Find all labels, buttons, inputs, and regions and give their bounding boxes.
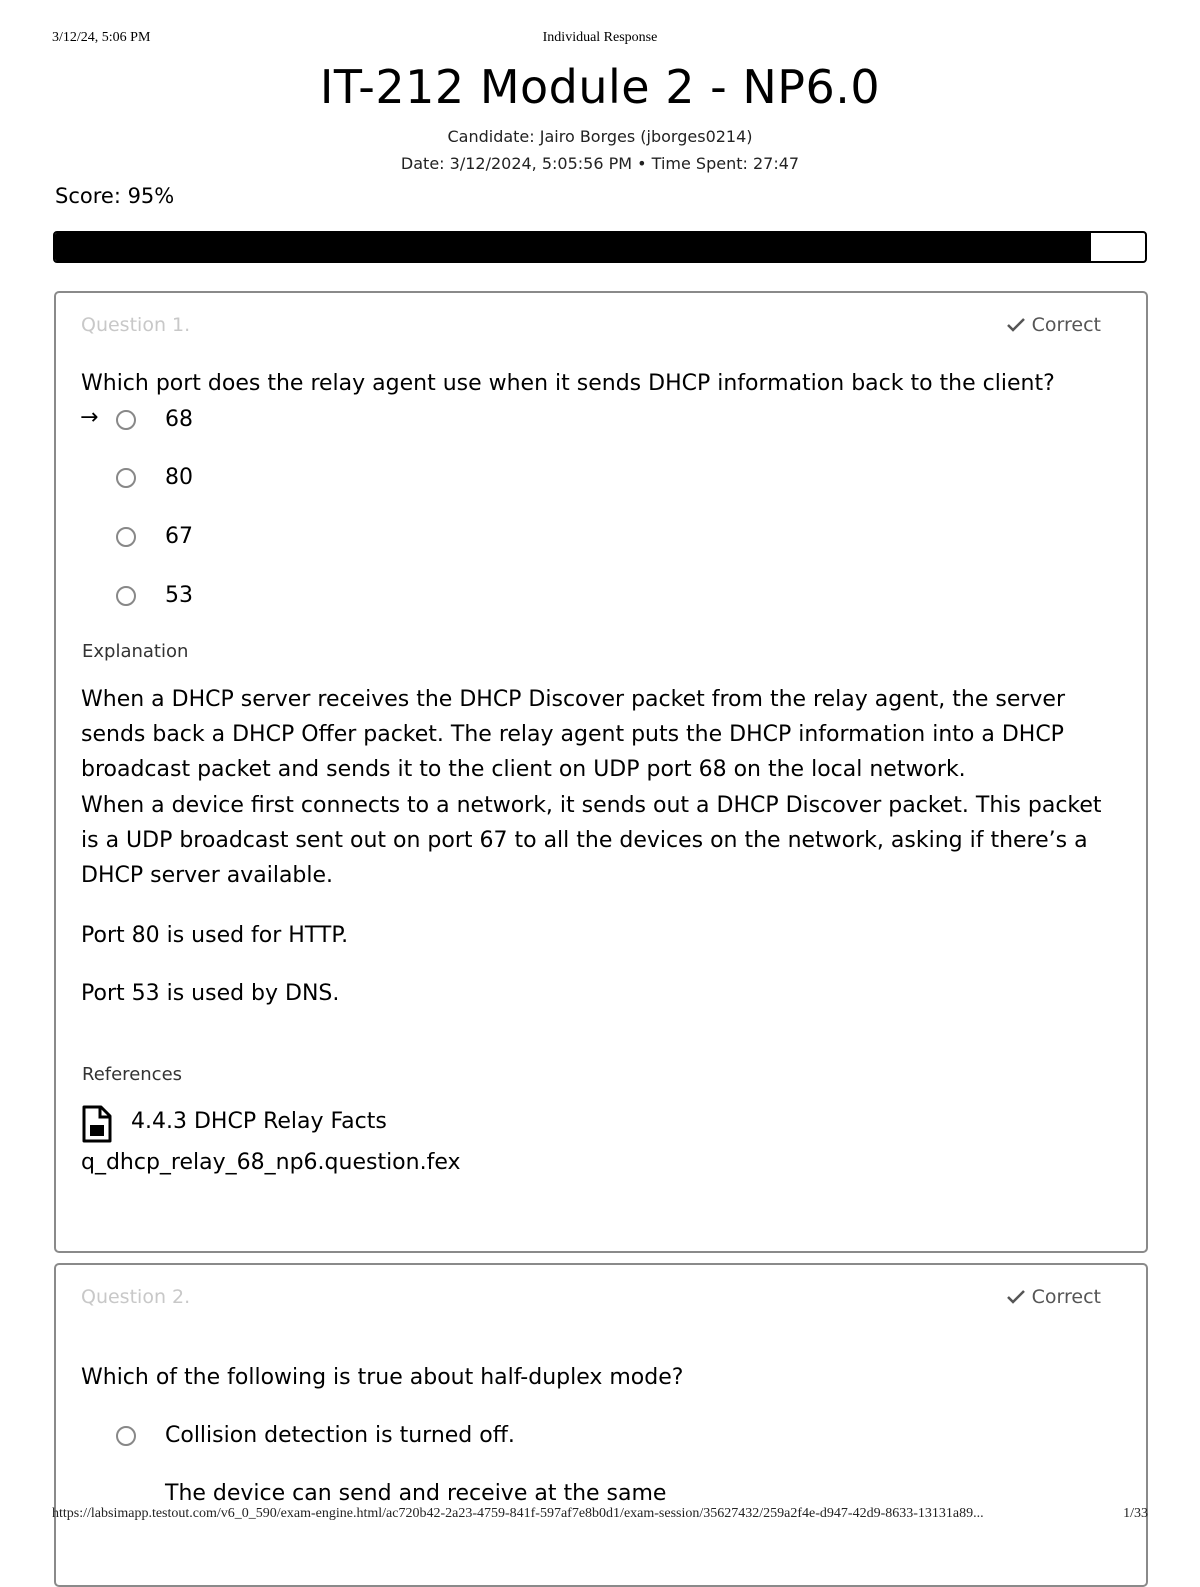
print-page-number: 1/33 [1123,1506,1148,1521]
option-label: The device can send and receive at the same [165,1481,667,1506]
radio-button[interactable] [116,410,136,430]
explanation-label: Explanation [82,641,189,662]
references-label: References [82,1064,183,1085]
status-label: Correct [1031,1286,1101,1308]
question-file-id: q_dhcp_relay_68_np6.question.fex [81,1150,461,1175]
reference-label[interactable]: 4.4.3 DHCP Relay Facts [131,1109,387,1134]
score-progress-bar [53,231,1147,263]
print-url: https://labsimapp.testout.com/v6_0_590/exam-engine.html/ac720b42-2a23-4759-841f-597af7e8b0d1/exam-session/35627432/259a2f4e-d947-42d9-8633-13131a89... [52,1506,984,1521]
question-prompt: Which port does the relay agent use when it sends DHCP information back to the client? [81,371,1055,396]
question-card-1 [54,291,1148,1253]
status-label: Correct [1031,314,1101,336]
question-status [1006,314,1101,336]
question-prompt: Which of the following is true about half-duplex mode? [81,1365,684,1390]
radio-button[interactable] [116,1426,136,1446]
score-progress-fill [55,233,1091,261]
explanation-paragraph: Port 80 is used for HTTP. [81,923,349,948]
print-header [52,30,1148,50]
explanation-paragraph: When a DHCP server receives the DHCP Discover packet from the relay agent, the server sends back a DHCP Offer packet. The relay agent puts the DHCP information into a DHCP broadcast packet and sends it to the client on UDP port 68 on the local network. [81,687,1066,782]
explanation-paragraph: Port 53 is used by DNS. [81,981,340,1006]
exam-title: IT-212 Module 2 - NP6.0 [319,60,881,114]
option-label: 67 [165,524,193,549]
option-label: 68 [165,407,193,432]
radio-button[interactable] [116,586,136,606]
date-time-line: Date: 3/12/2024, 5:05:56 PM • Time Spent: 27:47 [400,154,800,173]
question-card-2 [54,1263,1148,1587]
explanation-paragraph: When a device first connects to a network, it sends out a DHCP Discover packet. This packet is a UDP broadcast sent out on port 67 to all the devices on the network, asking if there’s a DHCP server available. [81,793,1102,888]
check-icon [1006,1289,1026,1305]
option-label: Collision detection is turned off. [165,1423,515,1448]
print-footer [52,1506,1148,1526]
radio-button[interactable] [116,527,136,547]
option-label: 80 [165,465,193,490]
question-status [1006,1286,1101,1308]
question-number: Question 1. [81,314,191,336]
candidate-line: Candidate: Jairo Borges (jborges0214) [447,127,753,146]
print-doc-title: Individual Response [542,30,658,45]
print-datetime: 3/12/24, 5:06 PM [52,30,151,45]
radio-button[interactable] [116,468,136,488]
option-label: 53 [165,583,193,608]
question-number: Question 2. [81,1286,191,1308]
document-icon [81,1105,113,1143]
selected-arrow-icon: → [80,405,99,430]
check-icon [1006,317,1026,333]
score-label: Score: 95% [55,184,175,208]
